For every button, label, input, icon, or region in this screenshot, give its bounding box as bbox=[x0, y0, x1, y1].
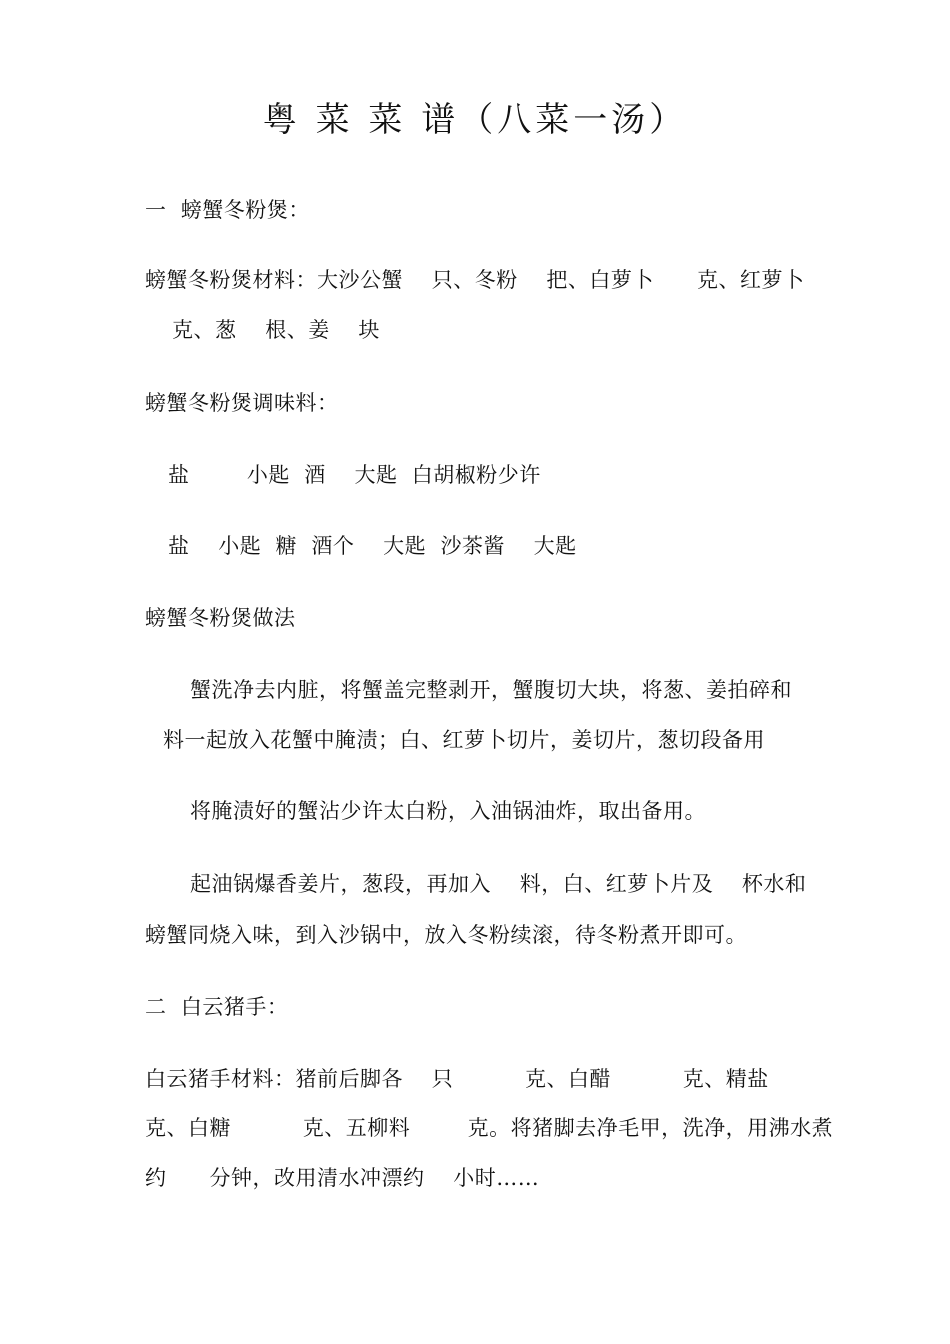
trotter-materials-line-1: 白云猪手材料：猪前后脚各 只 克、白醋 克、精盐 bbox=[145, 1067, 769, 1091]
trotter-materials-line-3: 约 分钟，改用清水冲漂约 小时…… bbox=[145, 1166, 540, 1190]
crab-materials-line-1: 螃蟹冬粉煲材料：大沙公蟹 只、冬粉 把、白萝卜 克、红萝卜 bbox=[145, 268, 805, 292]
crab-seasoning-a: 盐 小匙 酒 大匙 白胡椒粉少许 bbox=[168, 463, 541, 487]
trotter-materials-line-2: 克、白糖 克、五柳料 克。将猪脚去净毛甲，洗净，用沸水煮 bbox=[145, 1116, 834, 1140]
crab-materials-line-2: 克、葱 根、姜 块 bbox=[172, 318, 380, 342]
section-2-heading: 二 白云猪手： bbox=[145, 995, 289, 1019]
section-1-heading: 一 螃蟹冬粉煲： bbox=[145, 198, 310, 222]
crab-step-1-line-1: 蟹洗净去内脏，将蟹盖完整剥开，蟹腹切大块，将葱、姜拍碎和 bbox=[190, 678, 792, 702]
crab-step-3-line-1: 起油锅爆香姜片，葱段，再加入 料，白、红萝卜片及 杯水和 bbox=[190, 872, 807, 896]
crab-seasoning-heading: 螃蟹冬粉煲调味料： bbox=[145, 391, 339, 415]
crab-step-3-line-2: 螃蟹同烧入味，到入沙锅中，放入冬粉续滚，待冬粉煮开即可。 bbox=[145, 923, 747, 947]
crab-seasoning-b: 盐 小匙 糖 酒个 大匙 沙茶酱 大匙 bbox=[168, 534, 577, 558]
crab-method-heading: 螃蟹冬粉煲做法 bbox=[145, 606, 296, 630]
crab-step-1-line-2: 料一起放入花蟹中腌渍；白、红萝卜切片，姜切片，葱切段备用 bbox=[163, 728, 765, 752]
crab-step-2: 将腌渍好的蟹沾少许太白粉，入油锅油炸，取出备用。 bbox=[190, 799, 706, 823]
page-title: 粤 菜 菜 谱（八菜一汤） bbox=[262, 100, 688, 140]
